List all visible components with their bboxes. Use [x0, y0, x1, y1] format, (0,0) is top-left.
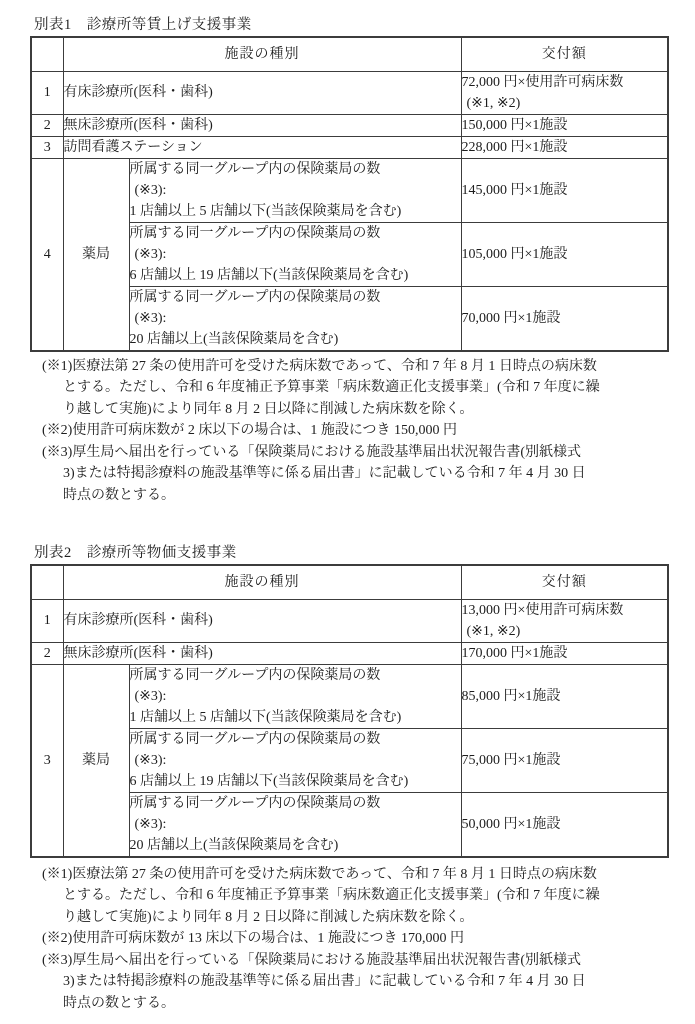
condition-line3: 20 店舗以上(当該保険薬局を含む): [129, 331, 339, 347]
condition-line2: (※3):: [134, 310, 167, 326]
pharmacy-label: 薬局: [63, 664, 129, 857]
row-number: 2: [31, 642, 63, 664]
condition-line3: 20 店舗以上(当該保険薬局を含む): [129, 837, 339, 853]
table-row: [31, 71, 668, 114]
header-facility-type: 施設の種別: [63, 565, 461, 599]
condition-line2: (※3):: [134, 816, 167, 832]
grant-amount-cell: [461, 599, 668, 642]
facility-label: 有床診療所(医科・歯科): [63, 71, 461, 114]
grant-amount-line2: (※1, ※2): [466, 95, 521, 111]
pharmacy-group-condition: [129, 286, 461, 351]
grant-amount-cell: 75,000 円×1施設: [461, 728, 668, 792]
condition-line2: (※3):: [134, 752, 167, 768]
table2-title: 別表2 診療所等物価支援事業: [34, 545, 237, 561]
note-line: 3)または特掲診療料の施設基準等に係る届出書」に記載している令和 7 年 4 月 30 日: [63, 974, 586, 989]
grant-amount-cell: 150,000 円×1施設: [461, 114, 668, 136]
table1-notes: [30, 356, 695, 507]
note-line: (※2)使用許可病床数が 13 床以下の場合は、1 施設につき 170,000 円: [42, 931, 465, 946]
condition-line1: 所属する同一グループ内の保険薬局の数: [129, 225, 381, 241]
table2-grant-table: [30, 564, 669, 858]
note-line: (※2)使用許可病床数が 2 床以下の場合は、1 施設につき 150,000 円: [42, 423, 458, 438]
section-price-support: [30, 544, 695, 1014]
row-number: 3: [31, 136, 63, 158]
condition-line1: 所属する同一グループ内の保険薬局の数: [129, 161, 381, 177]
condition-line1: 所属する同一グループ内の保険薬局の数: [129, 667, 381, 683]
note-line: とする。ただし、令和 6 年度補正予算事業「病床数適正化支援事業」(令和 7 年度に繰: [63, 888, 600, 903]
grant-amount-line1: 72,000 円×使用許可病床数: [461, 74, 624, 90]
table-header-row: [31, 37, 668, 71]
grant-amount-line2: (※1, ※2): [466, 623, 521, 639]
grant-amount-cell: 85,000 円×1施設: [461, 664, 668, 728]
pharmacy-group-condition: [129, 664, 461, 728]
grant-amount-cell: 70,000 円×1施設: [461, 286, 668, 351]
note-line: り越して実施)により同年 8 月 2 日以降に削減した病床数を除く。: [63, 401, 474, 417]
table-row: [31, 136, 668, 158]
header-grant-amount: 交付額: [461, 565, 668, 599]
grant-amount-cell: 50,000 円×1施設: [461, 792, 668, 857]
note-line: り越して実施)により同年 8 月 2 日以降に削減した病床数を除く。: [63, 909, 474, 925]
condition-line1: 所属する同一グループ内の保険薬局の数: [129, 731, 381, 747]
pharmacy-subrow: [31, 158, 668, 222]
row-number: 1: [31, 71, 63, 114]
table2-notes: [30, 864, 695, 1015]
note-line: 時点の数とする。: [63, 487, 175, 503]
pharmacy-group-condition: [129, 158, 461, 222]
condition-line3: 6 店舗以上 19 店舗以下(当該保険薬局を含む): [129, 267, 409, 283]
row-number: 4: [31, 158, 63, 351]
grant-amount-cell: 105,000 円×1施設: [461, 222, 668, 286]
facility-label: 無床診療所(医科・歯科): [63, 114, 461, 136]
grant-amount-cell: 145,000 円×1施設: [461, 158, 668, 222]
note-line: 3)または特掲診療料の施設基準等に係る届出書」に記載している令和 7 年 4 月 30 日: [63, 466, 586, 481]
condition-line3: 1 店舗以上 5 店舗以下(当該保険薬局を含む): [129, 203, 402, 219]
pharmacy-group-condition: [129, 792, 461, 857]
grant-amount-cell: 170,000 円×1施設: [461, 642, 668, 664]
pharmacy-subrow: [31, 664, 668, 728]
note-line: 時点の数とする。: [63, 995, 175, 1011]
note-line: (※1)医療法第 27 条の使用許可を受けた病床数であって、令和 7 年 8 月 1 日時点の病床数: [42, 358, 597, 374]
grant-amount-cell: 228,000 円×1施設: [461, 136, 668, 158]
header-facility-type: 施設の種別: [63, 37, 461, 71]
table-header-row: [31, 565, 668, 599]
header-no-cell: [31, 565, 63, 599]
facility-label: 無床診療所(医科・歯科): [63, 642, 461, 664]
note-line: (※3)厚生局へ届出を行っている「保険薬局における施設基準届出状況報告書(別紙様式: [42, 952, 581, 968]
table1-grant-table: [30, 36, 669, 352]
condition-line2: (※3):: [134, 182, 167, 198]
header-no-cell: [31, 37, 63, 71]
grant-amount-cell: [461, 71, 668, 114]
section-wage-support: [30, 16, 695, 506]
header-grant-amount: 交付額: [461, 37, 668, 71]
note-line: とする。ただし、令和 6 年度補正予算事業「病床数適正化支援事業」(令和 7 年度に繰: [63, 380, 600, 395]
row-number: 2: [31, 114, 63, 136]
note-line: (※3)厚生局へ届出を行っている「保険薬局における施設基準届出状況報告書(別紙様式: [42, 444, 581, 460]
row-number: 1: [31, 599, 63, 642]
condition-line3: 1 店舗以上 5 店舗以下(当該保険薬局を含む): [129, 709, 402, 725]
condition-line2: (※3):: [134, 688, 167, 704]
table1-title: 別表1 診療所等賃上げ支援事業: [34, 17, 252, 33]
grant-amount-line1: 13,000 円×使用許可病床数: [461, 602, 624, 618]
condition-line3: 6 店舗以上 19 店舗以下(当該保険薬局を含む): [129, 773, 409, 789]
pharmacy-group-condition: [129, 222, 461, 286]
facility-label: 有床診療所(医科・歯科): [63, 599, 461, 642]
pharmacy-group-condition: [129, 728, 461, 792]
table-row: [31, 114, 668, 136]
table-row: [31, 642, 668, 664]
condition-line2: (※3):: [134, 246, 167, 262]
condition-line1: 所属する同一グループ内の保険薬局の数: [129, 289, 381, 305]
note-line: (※1)医療法第 27 条の使用許可を受けた病床数であって、令和 7 年 8 月 1 日時点の病床数: [42, 866, 597, 882]
row-number: 3: [31, 664, 63, 857]
condition-line1: 所属する同一グループ内の保険薬局の数: [129, 795, 381, 811]
facility-label: 訪問看護ステーション: [63, 136, 461, 158]
table-row: [31, 599, 668, 642]
pharmacy-label: 薬局: [63, 158, 129, 351]
